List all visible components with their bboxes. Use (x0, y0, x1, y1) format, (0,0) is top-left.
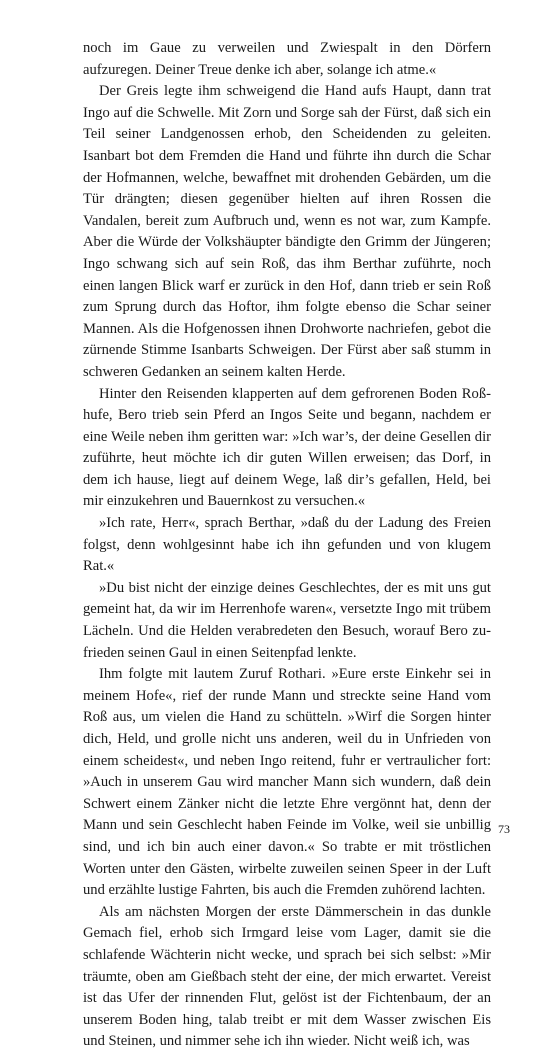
paragraph-7: Als am nächsten Morgen der erste Dämmerschein in das dunkle Gemach fiel, erhob sich Irmgard leise vom Lager, damit sie die schlafende Wächterin nicht wecke, und sprach bei sich selbst: »Mir träumte, oben am Gießbach steht der eine, der mich erwartet. Vereist ist das Ufer der rinnenden Flut, gelöst ist der Fichtenbaum, der an unserem Boden hing, talab treibt er mit dem Wasser zwischen Eis und Steinen, und nimmer sehe ich ihn wieder. Nicht weiß ich, was (83, 903, 491, 1050)
paragraph-2: Der Greis legte ihm schweigend die Hand aufs Haupt, dann trat Ingo auf die Schwelle. Mit Zorn und Sorge sah der Fürst, daß sich ein Teil seiner Landgenossen erhob, den Scheidenden zu geleiten. Isanbart bot dem Fremden die Hand und führte ihn durch die Schar der Hofmannen, welche, bewaffnet mit drohenden Gebärden, um die Tür drängten; diesen gegenüber hielten auf ihren Rossen die Vandalen, bereit zum Aufbruch und, wenn es not war, zum Kampfe. Aber die Würde der Volkshäupter bändigte den Grimm der Jüngeren; Ingo schwang sich auf sein Roß, das ihm Berthar zuführte, noch einen langen Blick warf er zurück in den Hof, dann trieb er sein Roß zum Sprung durch das Hoftor, ihm folgte ebenso die Schar seiner Mannen. Als die Hofgenossen ihnen Drohworte nachriefen, gebot die zürnende Stimme Isanbarts Schweigen. Der Fürst aber saß stumm in schweren Gedanken an seinem kalten Herde. (83, 83, 491, 380)
paragraph-5: »Du bist nicht der einzige deines Geschlechtes, der es mit uns gut gemeint hat, da wir im Herrenhofe waren«, versetzte Ingo mit trübem Lächeln. Und die Helden verabredeten den Besuch, worauf Bero zufrieden seinen Gaul in einen Seitenpfad lenkte. (83, 579, 491, 661)
paragraph-1: noch im Gaue zu verweilen und Zwiespalt in den Dörfern aufzuregen. Deiner Treue denke ich aber, solange ich atme.« (83, 40, 491, 78)
body-text (83, 38, 491, 1053)
paragraph-4: »Ich rate, Herr«, sprach Berthar, »daß du der Ladung des Freien folgst, denn wohlgesinnt habe ich ihn gefunden und von klugem Rat.« (83, 515, 491, 575)
paragraph-6: Ihm folgte mit lautem Zuruf Rothari. »Eure erste Einkehr sei in meinem Hofe«, rief der runde Mann und streckte seine Hand vom Roß aus, um vielen die Hand zu schütteln. »Wirf die Sorgen hinter dich, Held, und grolle nicht uns anderen, weil du in Unfrieden von einem scheidest«, und neben Ingo reitend, fuhr er vertraulicher fort: »Auch in unserem Gau wird mancher Mann sich wundern, daß dein Schwert einem Zänker nicht die letzte Ehre vergönnt hat, denn der Mann und sein Geschlecht haben Feinde im Volke, weil sie unbillig sind, und ich bin auch einer davon.« So trabte er mit tröstlichen Worten unter den Gästen, wirbelte zuweilen seinen Speer in der Luft und erzählte lustige Fahrten, bis auch die Fremden zuhörend lachten. (83, 666, 491, 899)
page-number: 73 (498, 822, 510, 836)
paragraph-3: Hinter den Reisenden klapperten auf dem gefrorenen Boden Roßhufe, Bero trieb sein Pferd an Ingos Seite und begann, nachdem er eine Weile neben ihm geritten war: »Ich war’s, der deine Gesellen dir zuführte, heut möchte ich dir guten Willen erweisen; das Dorf, in dem ich hause, liegt auf deinem Wege, laß dir’s gefallen, Held, bei mir einzukehren und Bauernkost zu versuchen.« (83, 385, 491, 510)
